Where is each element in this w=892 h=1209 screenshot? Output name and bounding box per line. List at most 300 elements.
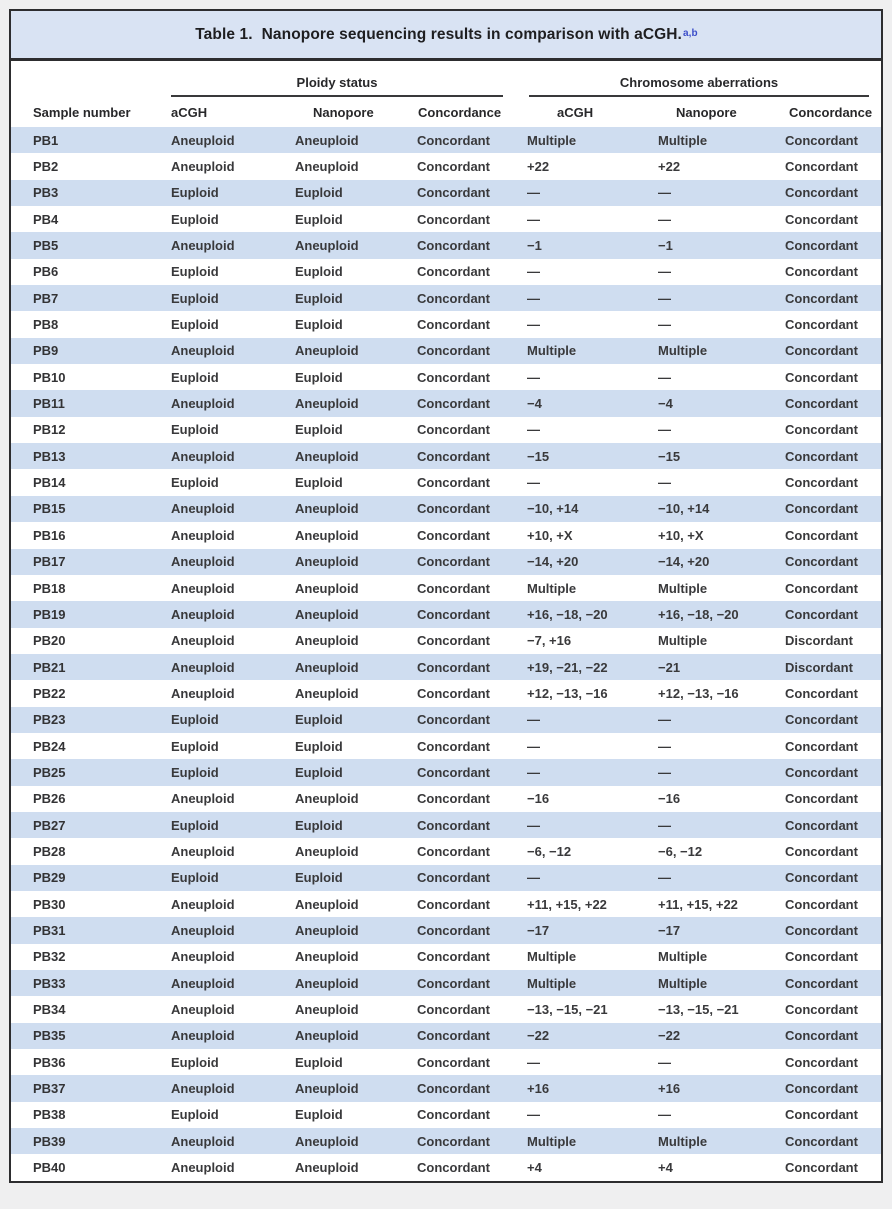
value-cell: —	[658, 211, 672, 227]
value-cell: —	[658, 1054, 672, 1070]
value-cell: Concordant	[785, 238, 858, 254]
sample-number-cell: PB1	[33, 132, 59, 148]
table-row	[11, 417, 881, 443]
value-cell: Aneuploid	[295, 1160, 359, 1176]
value-cell: Aneuploid	[171, 843, 235, 859]
value-cell: Aneuploid	[295, 843, 359, 859]
table-row	[11, 838, 881, 864]
value-cell: Concordant	[417, 712, 490, 728]
table-row	[11, 259, 881, 285]
value-cell: −22	[527, 1028, 550, 1044]
value-cell: Aneuploid	[171, 633, 235, 649]
value-cell: Concordant	[417, 211, 490, 227]
sample-number-cell: PB21	[33, 659, 66, 675]
sample-number-cell: PB37	[33, 1081, 66, 1097]
group-header-row	[11, 61, 881, 97]
value-cell: +4	[658, 1160, 673, 1176]
value-cell: Multiple	[527, 1133, 577, 1149]
value-cell: Aneuploid	[171, 132, 235, 148]
value-cell: Concordant	[417, 159, 490, 175]
table-row	[11, 865, 881, 891]
value-cell: —	[658, 264, 672, 280]
value-cell: Concordant	[785, 1160, 858, 1176]
sample-number-cell: PB15	[33, 501, 66, 517]
value-cell: Discordant	[785, 633, 853, 649]
value-cell: Aneuploid	[295, 975, 359, 991]
value-cell: Concordant	[785, 712, 858, 728]
value-cell: Aneuploid	[171, 580, 235, 596]
value-cell: −15	[527, 448, 550, 464]
sample-number-cell: PB29	[33, 870, 66, 886]
value-cell: Multiple	[658, 975, 708, 991]
value-cell: Aneuploid	[171, 343, 235, 359]
value-cell: Aneuploid	[295, 606, 359, 622]
value-cell: +11, +15, +22	[527, 896, 607, 912]
value-cell: Concordant	[785, 1054, 858, 1070]
value-cell: Concordant	[417, 791, 490, 807]
value-cell: Aneuploid	[295, 659, 359, 675]
value-cell: Aneuploid	[171, 791, 235, 807]
column-header-acgh-aberrations: aCGH	[516, 97, 647, 127]
table-title-label: Table 1.	[195, 25, 253, 43]
table-row	[11, 628, 881, 654]
footnote-superscript: a,b	[682, 28, 698, 39]
sample-number-cell: PB2	[33, 159, 59, 175]
table-row	[11, 680, 881, 706]
value-cell: Concordant	[785, 264, 858, 280]
value-cell: −22	[658, 1028, 681, 1044]
value-cell: Concordant	[785, 764, 858, 780]
sample-number-cell: PB11	[33, 396, 65, 412]
value-cell: Concordant	[417, 527, 490, 543]
value-cell: Concordant	[417, 1133, 490, 1149]
value-cell: Euploid	[295, 369, 343, 385]
table-row	[11, 338, 881, 364]
value-cell: +4	[527, 1160, 542, 1176]
table-row	[11, 917, 881, 943]
value-cell: Concordant	[785, 501, 858, 517]
value-cell: —	[527, 1054, 541, 1070]
value-cell: Concordant	[785, 1081, 858, 1097]
sample-number-cell: PB32	[33, 949, 66, 965]
value-cell: Concordant	[785, 843, 858, 859]
sample-number-cell: PB40	[33, 1160, 66, 1176]
value-cell: Aneuploid	[171, 1133, 235, 1149]
value-cell: —	[658, 738, 672, 754]
value-cell: Multiple	[658, 949, 708, 965]
value-cell: Aneuploid	[295, 1081, 359, 1097]
value-cell: Concordant	[417, 264, 490, 280]
value-cell: Concordant	[785, 554, 858, 570]
value-cell: Aneuploid	[171, 606, 235, 622]
value-cell: Concordant	[417, 317, 490, 333]
value-cell: Aneuploid	[295, 896, 359, 912]
table-row	[11, 575, 881, 601]
value-cell: Concordant	[417, 922, 490, 938]
value-cell: Euploid	[295, 870, 343, 886]
value-cell: Concordant	[417, 659, 490, 675]
table-row	[11, 812, 881, 838]
value-cell: Aneuploid	[295, 554, 359, 570]
sample-number-cell: PB18	[33, 580, 66, 596]
value-cell: Concordant	[417, 369, 490, 385]
sample-number-cell: PB19	[33, 606, 66, 622]
value-cell: Concordant	[417, 132, 490, 148]
sample-number-cell: PB33	[33, 975, 66, 991]
table-row	[11, 180, 881, 206]
column-header-acgh-ploidy: aCGH	[160, 97, 284, 127]
group-header-chromosome	[516, 61, 881, 97]
value-cell: —	[658, 712, 672, 728]
value-cell: Euploid	[171, 422, 219, 438]
value-cell: Multiple	[527, 949, 577, 965]
results-table	[11, 61, 881, 1181]
value-cell: Euploid	[171, 817, 219, 833]
value-cell: Multiple	[658, 633, 708, 649]
value-cell: Aneuploid	[295, 1028, 359, 1044]
value-cell: Aneuploid	[171, 659, 235, 675]
value-cell: Concordant	[785, 870, 858, 886]
value-cell: Aneuploid	[171, 1002, 235, 1018]
value-cell: —	[527, 211, 541, 227]
value-cell: Aneuploid	[295, 633, 359, 649]
value-cell: Concordant	[785, 448, 858, 464]
value-cell: —	[527, 870, 541, 886]
value-cell: Concordant	[417, 1028, 490, 1044]
value-cell: −16	[658, 791, 681, 807]
value-cell: −4	[658, 396, 673, 412]
table-row	[11, 311, 881, 337]
sample-number-cell: PB14	[33, 475, 66, 491]
value-cell: Aneuploid	[171, 1160, 235, 1176]
value-cell: Euploid	[295, 290, 343, 306]
group-header-ploidy-label: Ploidy status	[296, 75, 378, 90]
value-cell: Concordant	[785, 606, 858, 622]
sample-number-cell: PB4	[33, 211, 59, 227]
value-cell: Concordant	[785, 185, 858, 201]
table-row	[11, 1128, 881, 1154]
value-cell: Concordant	[785, 949, 858, 965]
value-cell: Euploid	[295, 764, 343, 780]
value-cell: Concordant	[785, 685, 858, 701]
value-cell: Euploid	[295, 1107, 343, 1123]
value-cell: Euploid	[171, 1054, 219, 1070]
sample-number-cell: PB34	[33, 1002, 66, 1018]
table-row	[11, 232, 881, 258]
value-cell: —	[527, 264, 541, 280]
value-cell: Aneuploid	[295, 527, 359, 543]
value-cell: —	[527, 1107, 541, 1123]
value-cell: Aneuploid	[171, 554, 235, 570]
value-cell: —	[658, 290, 672, 306]
sample-number-cell: PB17	[33, 554, 66, 570]
value-cell: Discordant	[785, 659, 853, 675]
value-cell: Concordant	[785, 475, 858, 491]
value-cell: Aneuploid	[171, 1081, 235, 1097]
value-cell: Euploid	[295, 738, 343, 754]
sample-number-cell: PB22	[33, 685, 66, 701]
value-cell: −21	[658, 659, 681, 675]
value-cell: Concordant	[785, 343, 858, 359]
value-cell: Euploid	[171, 211, 219, 227]
value-cell: −17	[658, 922, 681, 938]
sample-number-cell: PB16	[33, 527, 66, 543]
value-cell: Concordant	[417, 817, 490, 833]
value-cell: —	[658, 1107, 672, 1123]
value-cell: Euploid	[171, 369, 219, 385]
value-cell: Concordant	[417, 1002, 490, 1018]
value-cell: Euploid	[295, 317, 343, 333]
value-cell: Aneuploid	[295, 343, 359, 359]
sample-number-cell: PB23	[33, 712, 66, 728]
value-cell: Concordant	[417, 975, 490, 991]
value-cell: —	[527, 422, 541, 438]
column-header-concordance-aberrations: Concordance	[774, 97, 881, 127]
group-header-spacer	[11, 61, 160, 97]
table-row	[11, 522, 881, 548]
value-cell: —	[658, 422, 672, 438]
value-cell: −7, +16	[527, 633, 572, 649]
value-cell: +22	[658, 159, 681, 175]
value-cell: Concordant	[417, 501, 490, 517]
table-row	[11, 285, 881, 311]
value-cell: Concordant	[417, 1160, 490, 1176]
value-cell: −10, +14	[527, 501, 579, 517]
sample-number-cell: PB28	[33, 843, 66, 859]
value-cell: Concordant	[785, 1107, 858, 1123]
table-row	[11, 1075, 881, 1101]
table-title-text: Nanopore sequencing results in comparison with aCGH.	[261, 25, 682, 43]
table-title	[11, 11, 881, 61]
value-cell: Concordant	[417, 185, 490, 201]
value-cell: —	[658, 817, 672, 833]
value-cell: −17	[527, 922, 550, 938]
sample-number-cell: PB27	[33, 817, 66, 833]
value-cell: −1	[658, 238, 673, 254]
table-row	[11, 759, 881, 785]
value-cell: Euploid	[171, 870, 219, 886]
value-cell: —	[658, 475, 672, 491]
table-row	[11, 891, 881, 917]
value-cell: Concordant	[417, 554, 490, 570]
value-cell: —	[658, 764, 672, 780]
table-row	[11, 654, 881, 680]
value-cell: Concordant	[417, 1054, 490, 1070]
value-cell: +10, +X	[527, 527, 573, 543]
value-cell: Concordant	[417, 1081, 490, 1097]
value-cell: —	[658, 185, 672, 201]
table-row	[11, 1102, 881, 1128]
table-header	[11, 61, 881, 127]
table-row	[11, 390, 881, 416]
value-cell: Multiple	[658, 343, 708, 359]
table-row	[11, 601, 881, 627]
column-header-nanopore-ploidy: Nanopore	[284, 97, 406, 127]
value-cell: Concordant	[785, 211, 858, 227]
table-row	[11, 153, 881, 179]
value-cell: Concordant	[417, 238, 490, 254]
value-cell: +10, +X	[658, 527, 704, 543]
value-cell: Aneuploid	[171, 949, 235, 965]
table-row	[11, 127, 881, 153]
value-cell: Multiple	[527, 975, 577, 991]
value-cell: Concordant	[417, 949, 490, 965]
value-cell: Aneuploid	[295, 922, 359, 938]
value-cell: —	[527, 317, 541, 333]
value-cell: Multiple	[658, 580, 708, 596]
value-cell: Aneuploid	[295, 448, 359, 464]
sample-number-cell: PB31	[33, 922, 66, 938]
value-cell: Concordant	[785, 738, 858, 754]
value-cell: Euploid	[171, 317, 219, 333]
value-cell: Concordant	[417, 606, 490, 622]
value-cell: Aneuploid	[171, 396, 235, 412]
column-header-row	[11, 97, 881, 127]
value-cell: Concordant	[785, 896, 858, 912]
sample-number-cell: PB9	[33, 343, 59, 359]
value-cell: Euploid	[171, 764, 219, 780]
value-cell: +16	[527, 1081, 550, 1097]
value-cell: Euploid	[295, 817, 343, 833]
sample-number-cell: PB24	[33, 738, 66, 754]
table-row	[11, 549, 881, 575]
value-cell: Concordant	[785, 580, 858, 596]
value-cell: Euploid	[295, 1054, 343, 1070]
group-header-chromosome-label: Chromosome aberrations	[619, 75, 779, 90]
value-cell: Concordant	[417, 290, 490, 306]
value-cell: Concordant	[417, 685, 490, 701]
value-cell: Aneuploid	[295, 238, 359, 254]
value-cell: Euploid	[171, 185, 219, 201]
value-cell: −4	[527, 396, 542, 412]
value-cell: Aneuploid	[171, 501, 235, 517]
value-cell: −16	[527, 791, 550, 807]
value-cell: Euploid	[295, 211, 343, 227]
sample-number-cell: PB39	[33, 1133, 66, 1149]
value-cell: Aneuploid	[171, 238, 235, 254]
value-cell: Concordant	[785, 159, 858, 175]
value-cell: Concordant	[785, 922, 858, 938]
value-cell: Euploid	[171, 475, 219, 491]
value-cell: −6, −12	[658, 843, 703, 859]
sample-number-cell: PB3	[33, 185, 59, 201]
value-cell: Concordant	[785, 1133, 858, 1149]
results-table-card	[9, 9, 883, 1183]
value-cell: —	[527, 738, 541, 754]
value-cell: Multiple	[658, 1133, 708, 1149]
table-row	[11, 1023, 881, 1049]
value-cell: Aneuploid	[171, 448, 235, 464]
value-cell: −14, +20	[658, 554, 710, 570]
column-header-sample-number: Sample number	[11, 97, 160, 127]
sample-number-cell: PB30	[33, 896, 66, 912]
value-cell: Multiple	[658, 132, 708, 148]
group-header-ploidy	[160, 61, 516, 97]
table-row	[11, 786, 881, 812]
sample-number-cell: PB7	[33, 290, 59, 306]
value-cell: Aneuploid	[171, 896, 235, 912]
value-cell: —	[527, 185, 541, 201]
value-cell: Aneuploid	[171, 975, 235, 991]
sample-number-cell: PB35	[33, 1028, 66, 1044]
value-cell: Concordant	[785, 290, 858, 306]
value-cell: —	[658, 369, 672, 385]
value-cell: Concordant	[417, 422, 490, 438]
column-header-concordance-ploidy: Concordance	[406, 97, 516, 127]
value-cell: Concordant	[785, 396, 858, 412]
table-row	[11, 970, 881, 996]
value-cell: +16, −18, −20	[527, 606, 608, 622]
table-row	[11, 206, 881, 232]
value-cell: Aneuploid	[295, 580, 359, 596]
value-cell: Aneuploid	[295, 685, 359, 701]
table-row	[11, 443, 881, 469]
sample-number-cell: PB13	[33, 448, 66, 464]
value-cell: +12, −13, −16	[527, 685, 608, 701]
value-cell: +16, −18, −20	[658, 606, 739, 622]
value-cell: Euploid	[171, 264, 219, 280]
value-cell: —	[658, 870, 672, 886]
sample-number-cell: PB6	[33, 264, 59, 280]
value-cell: Multiple	[527, 343, 577, 359]
value-cell: Concordant	[417, 870, 490, 886]
value-cell: Euploid	[295, 264, 343, 280]
value-cell: Aneuploid	[171, 685, 235, 701]
value-cell: —	[527, 290, 541, 306]
value-cell: Concordant	[785, 422, 858, 438]
value-cell: Concordant	[785, 791, 858, 807]
value-cell: Aneuploid	[295, 791, 359, 807]
value-cell: +22	[527, 159, 550, 175]
sample-number-cell: PB12	[33, 422, 66, 438]
value-cell: Multiple	[527, 132, 577, 148]
value-cell: −13, −15, −21	[527, 1002, 608, 1018]
table-row	[11, 364, 881, 390]
value-cell: Concordant	[417, 448, 490, 464]
value-cell: Aneuploid	[295, 501, 359, 517]
table-row	[11, 1049, 881, 1075]
value-cell: −13, −15, −21	[658, 1002, 739, 1018]
value-cell: —	[527, 369, 541, 385]
sample-number-cell: PB5	[33, 238, 59, 254]
value-cell: Aneuploid	[171, 922, 235, 938]
sample-number-cell: PB20	[33, 633, 66, 649]
value-cell: +11, +15, +22	[658, 896, 738, 912]
value-cell: Concordant	[417, 633, 490, 649]
value-cell: +12, −13, −16	[658, 685, 739, 701]
table-row	[11, 707, 881, 733]
sample-number-cell: PB38	[33, 1107, 66, 1123]
column-header-nanopore-aberrations: Nanopore	[647, 97, 774, 127]
value-cell: Concordant	[417, 580, 490, 596]
table-row	[11, 944, 881, 970]
value-cell: Euploid	[171, 290, 219, 306]
value-cell: +19, −21, −22	[527, 659, 608, 675]
value-cell: Concordant	[785, 1002, 858, 1018]
value-cell: Euploid	[171, 1107, 219, 1123]
value-cell: Euploid	[295, 475, 343, 491]
value-cell: Concordant	[417, 1107, 490, 1123]
value-cell: Aneuploid	[171, 527, 235, 543]
value-cell: Aneuploid	[295, 949, 359, 965]
value-cell: Concordant	[417, 738, 490, 754]
value-cell: Concordant	[785, 527, 858, 543]
value-cell: −6, −12	[527, 843, 572, 859]
table-body	[11, 127, 881, 1181]
value-cell: —	[527, 764, 541, 780]
value-cell: Aneuploid	[171, 1028, 235, 1044]
value-cell: Aneuploid	[171, 159, 235, 175]
